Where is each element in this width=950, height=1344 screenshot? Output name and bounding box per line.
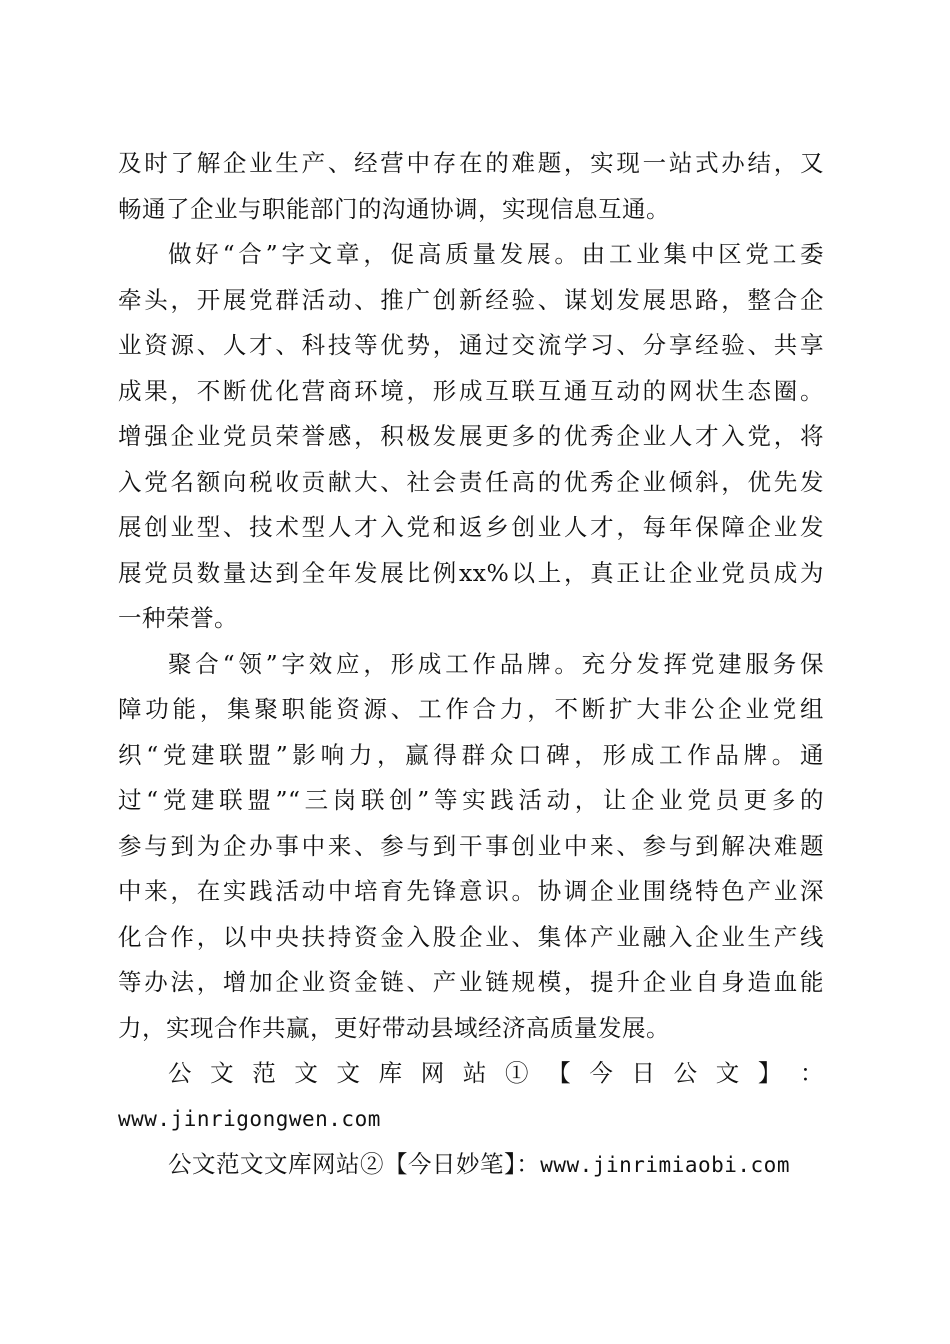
text-line: 牵头，开展党群活动、推广创新经验、谋划发展思路，整合企: [118, 285, 824, 314]
text-line: 展创业型、技术型人才入党和返乡创业人才，每年保障企业发: [118, 513, 824, 541]
site2-line: [118, 1142, 824, 1188]
text-line: 等办法，增加企业资金链、产业链规模，提升企业自身造血能: [118, 968, 824, 996]
document-page: [118, 141, 824, 1188]
text-line: 展党员数量达到全年发展比例xx%以上，真正让企业党员成为: [118, 558, 824, 587]
text-line: 一种荣誉。: [118, 604, 238, 632]
site1-url: www.jinrigongwen.com: [118, 1106, 381, 1131]
paragraph-2: [118, 232, 824, 642]
text-line: 增强企业党员荣誉感，积极发展更多的优秀企业人才入党，将: [118, 422, 824, 450]
text-line: 做好“合”字文章，促高质量发展。由工业集中区党工委: [168, 240, 824, 268]
text-line: 及时了解企业生产、经营中存在的难题，实现一站式办结，又: [118, 149, 824, 177]
site2-label: 公文范文文库网站②【今日妙笔】：: [168, 1150, 541, 1178]
text-line: 织“党建联盟”影响力，赢得群众口碑，形成工作品牌。通: [118, 740, 824, 769]
text-line: 畅通了企业与职能部门的沟通协调，实现信息互通。: [118, 194, 670, 223]
text-line: 化合作，以中央扶持资金入股企业、集体产业融入企业生产线: [118, 922, 824, 951]
text-line: 入党名额向税收贡献大、社会责任高的优秀企业倾斜，优先发: [118, 467, 824, 496]
site1-label: 公 文 范 文 文 库 网 站 ① 【 今 日 公 文 】 ：: [168, 1059, 824, 1087]
footer-links: [118, 1051, 824, 1188]
text-line: 业资源、人才、科技等优势，通过交流学习、分享经验、共享: [118, 331, 824, 359]
text-line: 中来，在实践活动中培育先锋意识。协调企业围绕特色产业深: [118, 877, 824, 905]
text-line: 聚合“领”字效应，形成工作品牌。充分发挥党建服务保: [168, 649, 824, 678]
site2-url: www.jinrimiaobi.com: [540, 1153, 790, 1177]
text-line: 过“党建联盟”“三岗联创”等实践活动，让企业党员更多的: [118, 786, 824, 814]
text-line: 参与到为企办事中来、参与到干事创业中来、参与到解决难题: [118, 831, 824, 860]
text-line: 障功能，集聚职能资源、工作合力，不断扩大非公企业党组: [118, 695, 824, 723]
paragraph-3: [118, 642, 824, 1052]
text-line: 成果，不断优化营商环境，形成互联互通互动的网状生态圈。: [118, 376, 824, 405]
text-line: 力，实现合作共赢，更好带动县域经济高质量发展。: [118, 1013, 670, 1042]
paragraph-1: [118, 141, 824, 232]
